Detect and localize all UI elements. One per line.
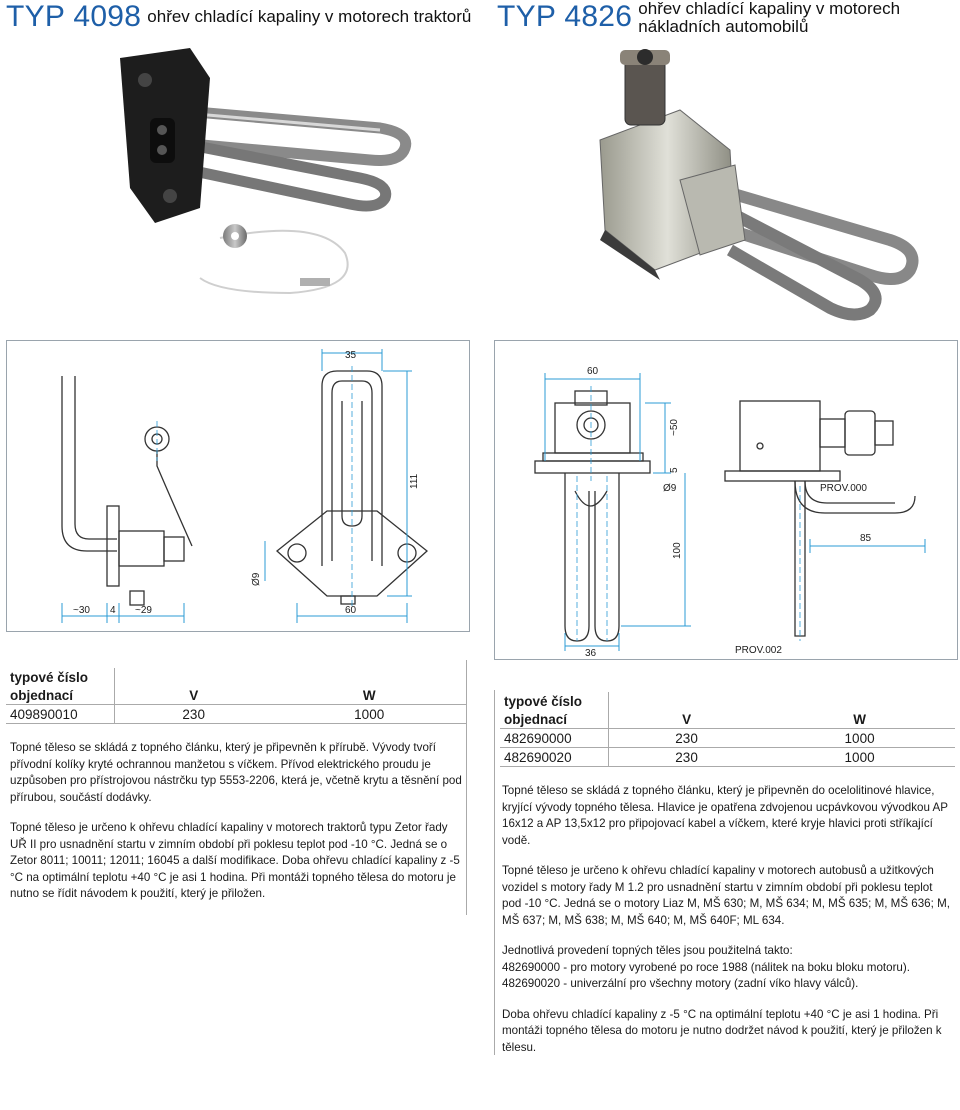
dim-right-50: ~50 (669, 419, 680, 436)
dim-left-29: ~29 (135, 605, 152, 616)
dim-left-35: 35 (345, 350, 357, 361)
right-col-code-header-2: objednací (504, 711, 568, 727)
table-row: 482690020 230 1000 (500, 748, 955, 767)
right-col-v-header: V (609, 710, 765, 729)
right-paragraph: Jednotlivá provedení topných těles jsou použitelná takto: (502, 944, 793, 957)
right-spec-table (500, 692, 955, 767)
left-col-w-header: W (362, 687, 376, 703)
dim-right-85: 85 (860, 533, 872, 544)
dim-right-36: 36 (585, 648, 597, 659)
left-type-label: TYP 4098 (6, 0, 142, 33)
right-subtitle: ohřev chladící kapaliny v motorech nákladních automobilů (638, 0, 901, 36)
left-divider (466, 660, 467, 915)
left-subtitle: ohřev chladící kapaliny v motorech traktorů (147, 7, 472, 26)
dim-right-100: 100 (672, 542, 683, 559)
dim-left-30: ~30 (73, 605, 90, 616)
dim-left-111: 111 (409, 473, 420, 489)
right-header (497, 0, 900, 36)
left-technical-drawing (6, 340, 470, 632)
right-description (502, 783, 950, 1070)
left-col-code-header-2: objednací (10, 687, 74, 703)
right-divider (494, 690, 495, 1055)
dim-right-60: 60 (587, 366, 599, 377)
left-description (10, 740, 465, 917)
left-col-v-header: V (115, 686, 273, 705)
left-product-photo (60, 38, 430, 318)
dim-right-prov-b: PROV.002 (735, 645, 782, 656)
right-technical-drawing (494, 340, 958, 660)
left-paragraph: Topné těleso se skládá z topného článku, který je připevněn k přírubě. Vývody tvoří přívodní kolíky kryté ochrannou manžetou s víčkem. Přívod elektrického proudu je uzpůsoben pro přístrojovou nástrčku typ 5553-2206, která je, včetně krytu a těsnění pod přírubou, součástí dodávky. (10, 741, 462, 804)
right-type-label: TYP 4826 (497, 0, 633, 33)
right-product-photo (560, 40, 950, 330)
dim-right-prov-a: PROV.000 (820, 483, 867, 494)
left-spec-table (6, 668, 466, 724)
right-paragraph: Topné těleso se skládá z topného článku, který je připevněn do ocelolitinové hlavice, kryjící vývody topného tělesa. Hlavice je opatřena zdvojenou ucpávkovou vývodkou AP 16x12 a AP 13,5x12 pro připojovací kabel a víčkem, které kryje hlavici proti stříkající vodě. (502, 784, 948, 847)
right-paragraph: Doba ohřevu chladící kapaliny z -5 °C na optimální teplotu +40 °C je asi 1 hodina. Při montáži topného tělesa do motoru je nutno dodržet návod k použití, který je přiložen k tělesu. (502, 1007, 942, 1054)
table-row: 409890010 230 1000 (6, 705, 466, 724)
dim-left-hole: Ø9 (251, 572, 262, 586)
right-paragraph: Topné těleso je určeno k ohřevu chladící kapaliny v motorech autobusů a užitkových vozidel s motory řady M 1.2 pro usnadnění startu v zimním období při poklesu teplot pod -10 °C. Jedná se o motory Liaz M, MŠ 630; M, MŠ 634; M, MŠ 635; M, MŠ 636; M, MŠ 637; M, MŠ 638; M, MŠ 640; M, MŠ 640F; ML 634. (502, 864, 950, 927)
dim-right-hole: Ø9 (663, 483, 677, 494)
right-col-code-header-1: typové číslo (504, 693, 583, 709)
dim-left-4: 4 (110, 605, 116, 616)
left-col-code-header-1: typové číslo (10, 669, 89, 685)
dim-right-5: 5 (669, 467, 680, 473)
left-header (6, 0, 471, 34)
right-col-w-header: W (853, 711, 866, 727)
right-paragraph: 482690000 - pro motory vyrobené po roce 1988 (nálitek na boku bloku motoru). (502, 960, 910, 974)
table-row: 482690000 230 1000 (500, 729, 955, 748)
dim-left-60: 60 (345, 605, 357, 616)
right-paragraph: 482690020 - univerzální pro všechny motory (zadní víko hlavy válců). (502, 977, 859, 990)
left-paragraph: Topné těleso je určeno k ohřevu chladící kapaliny v motorech traktorů typu Zetor řady UŘ II pro usnadnění startu v zimním období při poklesu teplot pod -10 °C. Jedná se o Zetor 8011; 10011; 12011; 16045 a další modifikace. Doba ohřevu chladící kapaliny z -5 °C na optimální teplotu +40 °C je asi 1 hodina. Při montáži topného tělesa do motoru je nutno se řídit návodem k použití, který je přiložen. (10, 821, 460, 900)
